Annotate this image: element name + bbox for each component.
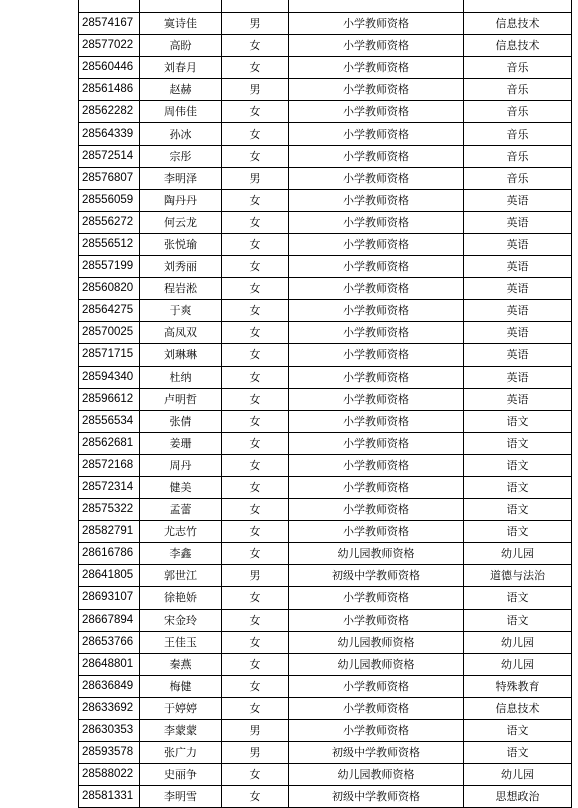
cell-certificate-type: 小学教师资格 <box>289 720 464 742</box>
cell-certificate-type: 小学教师资格 <box>289 189 464 211</box>
cell-subject: 英语 <box>464 300 572 322</box>
cell-name: 高盼 <box>140 35 222 57</box>
cell-name: 刘春月 <box>140 57 222 79</box>
cell-gender: 女 <box>222 300 289 322</box>
cell-name: 于爽 <box>140 300 222 322</box>
cell-candidate-id: 28572168 <box>79 454 140 476</box>
cell-name: 高凤双 <box>140 322 222 344</box>
cell-subject: 英语 <box>464 278 572 300</box>
cell-gender: 女 <box>222 35 289 57</box>
cell-name: 郭世江 <box>140 565 222 587</box>
table-row <box>79 499 572 521</box>
results-table <box>78 0 572 808</box>
cell-name: 李鑫 <box>140 543 222 565</box>
cell-gender: 男 <box>222 565 289 587</box>
cell-subject: 音乐 <box>464 57 572 79</box>
table-row <box>79 35 572 57</box>
cell-gender: 女 <box>222 123 289 145</box>
cell-subject: 英语 <box>464 344 572 366</box>
table-row <box>79 233 572 255</box>
cell-gender: 女 <box>222 786 289 808</box>
cell-candidate-id: 28576807 <box>79 167 140 189</box>
cell-candidate-id: 28556059 <box>79 189 140 211</box>
cell-candidate-id: 28562681 <box>79 432 140 454</box>
cell-gender: 男 <box>222 13 289 35</box>
cell-name: 张广力 <box>140 742 222 764</box>
cell-name: 张倩 <box>140 410 222 432</box>
cell-certificate-type: 小学教师资格 <box>289 521 464 543</box>
cell-subject: 音乐 <box>464 167 572 189</box>
cell-name: 刘秀丽 <box>140 256 222 278</box>
cell-subject: 信息技术 <box>464 13 572 35</box>
cell-certificate-type: 小学教师资格 <box>289 35 464 57</box>
cell-candidate-id: 28572314 <box>79 476 140 498</box>
cell-certificate-type: 小学教师资格 <box>289 101 464 123</box>
cell-name: 刘琳琳 <box>140 344 222 366</box>
cell-subject: 幼儿园 <box>464 764 572 786</box>
cell-name: 寞诗佳 <box>140 13 222 35</box>
table-row <box>79 211 572 233</box>
cell-certificate-type: 小学教师资格 <box>289 211 464 233</box>
cell-subject: 英语 <box>464 211 572 233</box>
cell-subject: 信息技术 <box>464 697 572 719</box>
cell-name: 健美 <box>140 476 222 498</box>
table-row <box>79 609 572 631</box>
cell-gender: 女 <box>222 609 289 631</box>
table-row <box>79 764 572 786</box>
cell-gender: 女 <box>222 189 289 211</box>
cell-candidate-id: 28581331 <box>79 786 140 808</box>
cell-gender: 女 <box>222 587 289 609</box>
cell-subject: 语文 <box>464 454 572 476</box>
cell-subject: 思想政治 <box>464 786 572 808</box>
cell-certificate-type: 小学教师资格 <box>289 79 464 101</box>
cell-gender: 女 <box>222 432 289 454</box>
cell-name: 史丽争 <box>140 764 222 786</box>
cell-name: 尤志竹 <box>140 521 222 543</box>
cell-candidate-id: 28556534 <box>79 410 140 432</box>
cell-candidate-id: 28577022 <box>79 35 140 57</box>
table-row <box>79 13 572 35</box>
cell-certificate-type: 小学教师资格 <box>289 145 464 167</box>
cell-certificate-type: 幼儿园教师资格 <box>289 764 464 786</box>
cell-certificate-type: 小学教师资格 <box>289 300 464 322</box>
cell-subject: 语文 <box>464 720 572 742</box>
cell-subject: 语文 <box>464 499 572 521</box>
cell-certificate-type: 初级中学教师资格 <box>289 565 464 587</box>
cell-empty <box>464 0 572 13</box>
cell-certificate-type: 小学教师资格 <box>289 388 464 410</box>
cell-name: 杜纳 <box>140 366 222 388</box>
cell-certificate-type: 小学教师资格 <box>289 57 464 79</box>
cell-subject: 语文 <box>464 587 572 609</box>
table-row <box>79 300 572 322</box>
cell-candidate-id: 28561486 <box>79 79 140 101</box>
cell-certificate-type: 小学教师资格 <box>289 256 464 278</box>
cell-subject: 道德与法治 <box>464 565 572 587</box>
cell-subject: 语文 <box>464 609 572 631</box>
table-row <box>79 454 572 476</box>
cell-certificate-type: 小学教师资格 <box>289 344 464 366</box>
cell-certificate-type: 初级中学教师资格 <box>289 786 464 808</box>
cell-subject: 音乐 <box>464 145 572 167</box>
cell-subject: 音乐 <box>464 123 572 145</box>
cell-subject: 语文 <box>464 476 572 498</box>
cell-candidate-id: 28571715 <box>79 344 140 366</box>
cell-gender: 女 <box>222 410 289 432</box>
table-row <box>79 543 572 565</box>
cell-candidate-id: 28556512 <box>79 233 140 255</box>
cell-name: 陶丹丹 <box>140 189 222 211</box>
cell-gender: 女 <box>222 57 289 79</box>
cell-certificate-type: 小学教师资格 <box>289 675 464 697</box>
table-row <box>79 366 572 388</box>
table-row <box>79 256 572 278</box>
cell-gender: 女 <box>222 476 289 498</box>
cell-candidate-id: 28588022 <box>79 764 140 786</box>
table-row <box>79 322 572 344</box>
cell-subject: 英语 <box>464 256 572 278</box>
cell-gender: 男 <box>222 720 289 742</box>
cell-candidate-id: 28582791 <box>79 521 140 543</box>
table-row <box>79 167 572 189</box>
cell-certificate-type: 幼儿园教师资格 <box>289 653 464 675</box>
table-row <box>79 653 572 675</box>
cell-candidate-id: 28570025 <box>79 322 140 344</box>
cell-candidate-id: 28564339 <box>79 123 140 145</box>
cell-candidate-id: 28593578 <box>79 742 140 764</box>
cell-candidate-id: 28633692 <box>79 697 140 719</box>
table-row <box>79 388 572 410</box>
cell-certificate-type: 小学教师资格 <box>289 587 464 609</box>
cell-certificate-type: 小学教师资格 <box>289 432 464 454</box>
cell-subject: 英语 <box>464 322 572 344</box>
cell-subject: 音乐 <box>464 79 572 101</box>
cell-candidate-id: 28564275 <box>79 300 140 322</box>
cell-subject: 语文 <box>464 410 572 432</box>
cell-name: 赵赫 <box>140 79 222 101</box>
cell-certificate-type: 小学教师资格 <box>289 454 464 476</box>
cell-candidate-id: 28641805 <box>79 565 140 587</box>
cell-subject: 幼儿园 <box>464 653 572 675</box>
cell-certificate-type: 小学教师资格 <box>289 366 464 388</box>
table-row <box>79 101 572 123</box>
cell-name: 何云龙 <box>140 211 222 233</box>
cell-gender: 女 <box>222 278 289 300</box>
cell-gender: 女 <box>222 521 289 543</box>
cell-empty <box>140 0 222 13</box>
table-row <box>79 410 572 432</box>
cell-name: 秦燕 <box>140 653 222 675</box>
cell-candidate-id: 28693107 <box>79 587 140 609</box>
cell-subject: 幼儿园 <box>464 543 572 565</box>
cell-candidate-id: 28648801 <box>79 653 140 675</box>
cell-candidate-id: 28562282 <box>79 101 140 123</box>
table-row <box>79 697 572 719</box>
cell-gender: 男 <box>222 79 289 101</box>
cell-subject: 语文 <box>464 742 572 764</box>
table-row-top-cut <box>79 0 572 13</box>
cell-certificate-type: 小学教师资格 <box>289 410 464 432</box>
cell-name: 李蒙蒙 <box>140 720 222 742</box>
table-row <box>79 344 572 366</box>
cell-name: 卢明哲 <box>140 388 222 410</box>
cell-subject: 信息技术 <box>464 35 572 57</box>
cell-certificate-type: 小学教师资格 <box>289 167 464 189</box>
cell-name: 姜珊 <box>140 432 222 454</box>
cell-name: 李明雪 <box>140 786 222 808</box>
cell-candidate-id: 28616786 <box>79 543 140 565</box>
cell-subject: 幼儿园 <box>464 631 572 653</box>
cell-gender: 女 <box>222 366 289 388</box>
cell-gender: 女 <box>222 631 289 653</box>
cell-name: 于婷婷 <box>140 697 222 719</box>
cell-gender: 女 <box>222 256 289 278</box>
cell-certificate-type: 小学教师资格 <box>289 609 464 631</box>
cell-gender: 女 <box>222 499 289 521</box>
table-row <box>79 57 572 79</box>
cell-candidate-id: 28560820 <box>79 278 140 300</box>
cell-candidate-id: 28557199 <box>79 256 140 278</box>
table-row <box>79 675 572 697</box>
cell-candidate-id: 28556272 <box>79 211 140 233</box>
cell-gender: 女 <box>222 764 289 786</box>
cell-certificate-type: 小学教师资格 <box>289 13 464 35</box>
table-row <box>79 145 572 167</box>
cell-certificate-type: 小学教师资格 <box>289 278 464 300</box>
cell-certificate-type: 幼儿园教师资格 <box>289 543 464 565</box>
cell-certificate-type: 幼儿园教师资格 <box>289 631 464 653</box>
cell-certificate-type: 小学教师资格 <box>289 233 464 255</box>
table-row <box>79 79 572 101</box>
cell-name: 程岩淞 <box>140 278 222 300</box>
cell-subject: 英语 <box>464 366 572 388</box>
table-row <box>79 587 572 609</box>
cell-name: 王佳玉 <box>140 631 222 653</box>
cell-gender: 女 <box>222 233 289 255</box>
cell-gender: 女 <box>222 344 289 366</box>
cell-name: 宋金玲 <box>140 609 222 631</box>
cell-subject: 英语 <box>464 189 572 211</box>
cell-candidate-id: 28560446 <box>79 57 140 79</box>
cell-gender: 女 <box>222 145 289 167</box>
cell-subject: 英语 <box>464 388 572 410</box>
cell-name: 宗彤 <box>140 145 222 167</box>
cell-name: 周丹 <box>140 454 222 476</box>
cell-gender: 女 <box>222 101 289 123</box>
cell-gender: 女 <box>222 697 289 719</box>
cell-subject: 语文 <box>464 521 572 543</box>
cell-candidate-id: 28596612 <box>79 388 140 410</box>
cell-subject: 英语 <box>464 233 572 255</box>
cell-certificate-type: 小学教师资格 <box>289 499 464 521</box>
cell-name: 张悦瑜 <box>140 233 222 255</box>
cell-gender: 女 <box>222 211 289 233</box>
table-row <box>79 565 572 587</box>
cell-certificate-type: 小学教师资格 <box>289 322 464 344</box>
cell-candidate-id: 28574167 <box>79 13 140 35</box>
cell-empty <box>289 0 464 13</box>
cell-gender: 女 <box>222 322 289 344</box>
table-row <box>79 278 572 300</box>
cell-gender: 男 <box>222 742 289 764</box>
cell-name: 李明泽 <box>140 167 222 189</box>
cell-name: 徐艳娇 <box>140 587 222 609</box>
cell-candidate-id: 28572514 <box>79 145 140 167</box>
table-row <box>79 189 572 211</box>
table-row <box>79 432 572 454</box>
cell-name: 梅健 <box>140 675 222 697</box>
table-body <box>79 0 572 808</box>
cell-name: 周伟佳 <box>140 101 222 123</box>
cell-gender: 女 <box>222 454 289 476</box>
cell-empty <box>79 0 140 13</box>
cell-gender: 男 <box>222 167 289 189</box>
cell-subject: 语文 <box>464 432 572 454</box>
cell-gender: 女 <box>222 675 289 697</box>
cell-candidate-id: 28594340 <box>79 366 140 388</box>
cell-gender: 女 <box>222 543 289 565</box>
table-row <box>79 476 572 498</box>
cell-candidate-id: 28636849 <box>79 675 140 697</box>
cell-candidate-id: 28667894 <box>79 609 140 631</box>
cell-gender: 女 <box>222 653 289 675</box>
table-row <box>79 521 572 543</box>
cell-name: 孙冰 <box>140 123 222 145</box>
cell-name: 孟蕾 <box>140 499 222 521</box>
cell-certificate-type: 小学教师资格 <box>289 476 464 498</box>
table-row <box>79 123 572 145</box>
table-row <box>79 631 572 653</box>
cell-gender: 女 <box>222 388 289 410</box>
cell-certificate-type: 初级中学教师资格 <box>289 742 464 764</box>
table-row <box>79 720 572 742</box>
cell-subject: 音乐 <box>464 101 572 123</box>
cell-subject: 特殊教育 <box>464 675 572 697</box>
cell-candidate-id: 28575322 <box>79 499 140 521</box>
cell-candidate-id: 28630353 <box>79 720 140 742</box>
cell-certificate-type: 小学教师资格 <box>289 697 464 719</box>
table-row <box>79 786 572 808</box>
cell-certificate-type: 小学教师资格 <box>289 123 464 145</box>
cell-empty <box>222 0 289 13</box>
table-row <box>79 742 572 764</box>
cell-candidate-id: 28653766 <box>79 631 140 653</box>
